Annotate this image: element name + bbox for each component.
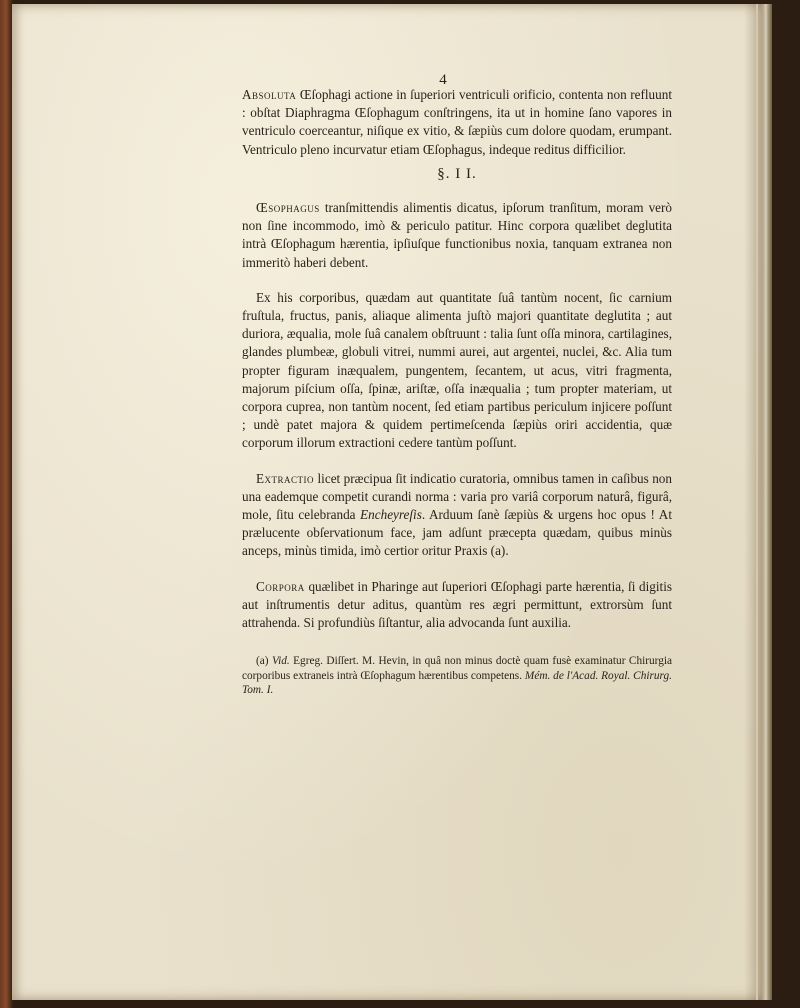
page-edge [756, 4, 758, 1000]
page-gutter [744, 4, 772, 1000]
paragraph-body: quælibet in Pharinge aut ſuperiori Œſophagi parte hærentia, ſi digitis aut inſtrumentis detur aditus, quantùm res ægri permittunt, extrorsùm ſunt attrahenda. Si profundiùs ſiſtantur, alia advocanda ſunt auxilia. [242, 578, 672, 631]
paragraph-lead: Ex [256, 289, 271, 305]
paragraph-body: his corporibus, quædam aut quantitate ſuâ tantùm nocent, ſic carnium fruſtula, fructus, panis, aliaque alimenta juſtò majori quantitate deglutita ; aut duriora, æqualia, mole ſuâ canalem obſtruunt : talia ſunt oſſa minora, cartilagines, glandes plumbeæ, globuli vitrei, nummi aurei, aut argentei, nuclei, &c. Alia tum propter figuram inæqualem, pungentem, ſecantem, ut acus, vitri fragmenta, majorum piſcium oſſa, ſpinæ, ariſtæ, oſſa inæqualia ; tum propter materiam, ut corpora cuprea, non tantùm nocent, ſed etiam partibus periculum injicere poſſunt ; undè patet majora & quidem pertimeſcenda ſæpiùs oriri accidentia, quæ corporum illorum extractioni cedere tantùm poſſunt. [242, 289, 672, 451]
paragraph-body-continued: . Arduum ſanè ſæpiùs & urgens hoc opus ! At prælucente obſervationum face, jam adſunt præcepta quædam, quibus minùs anceps, minùs timida, imò certior oritur Praxis (a). [242, 507, 672, 559]
paragraph-lead: Absoluta [242, 87, 297, 102]
footnote-text: Egreg. Diſſert. M. Hevin, in quâ non minus doctè quam fusè examinatur Chirurgia corporibus extraneis intrà Œſophagum hærentibus competens. [242, 655, 673, 682]
paragraph-body: Œſophagi actione in ſuperiori ventriculi orificio, contenta non refluunt : obſtat Diaphragma Œſophagum conſtringens, ita ut in homine ſano vapores in ventriculo coerceantur, niſique ex vitio, & ſæpiùs cum dolore quodam, erumpant. Ventriculo pleno incurvatur etiam Œſophagus, indeque reditus difficilior. [242, 87, 672, 157]
italic-term: Encheyreſis [360, 507, 422, 523]
paragraph-lead: Corpora [256, 578, 305, 594]
footnote-marker: (a) [256, 655, 269, 668]
paragraph-oesophagus [242, 199, 672, 272]
paragraph-lead: Extractio [256, 470, 315, 486]
paragraph-body: tranſmittendis alimentis dicatus, ipſorum tranſitum, moram verò non ſine incommodo, imò & periculo patitur. Hinc corpora quælibet deglutita intrà Œſophagum hærentia, ipſiuſque functionibus noxia, tanquam extranea non immeritò haberi debent. [242, 200, 672, 270]
footnote [242, 654, 672, 698]
paragraph-lead: Œsophagus [256, 200, 320, 216]
footnote-source: Mém. de l'Acad. Royal. Chirurg. Tom. I. [242, 669, 672, 697]
footnote-vid: Vid. [272, 655, 290, 668]
paragraph-extractio [242, 470, 672, 561]
section-heading: §. I I. [437, 165, 477, 182]
paragraph-corpora [242, 578, 672, 633]
page-text-block [242, 74, 672, 698]
paragraph-body: licet præcipua ſit indicatio curatoria, omnibus tamen in caſibus non una eademque competit curandi norma : varia pro variâ corporum naturâ, figurâ, mole, ſitu celebranda [242, 470, 672, 523]
page-number: 4 [439, 72, 447, 88]
paragraph-absoluta [242, 86, 672, 159]
paragraph-ex-his [242, 289, 672, 453]
